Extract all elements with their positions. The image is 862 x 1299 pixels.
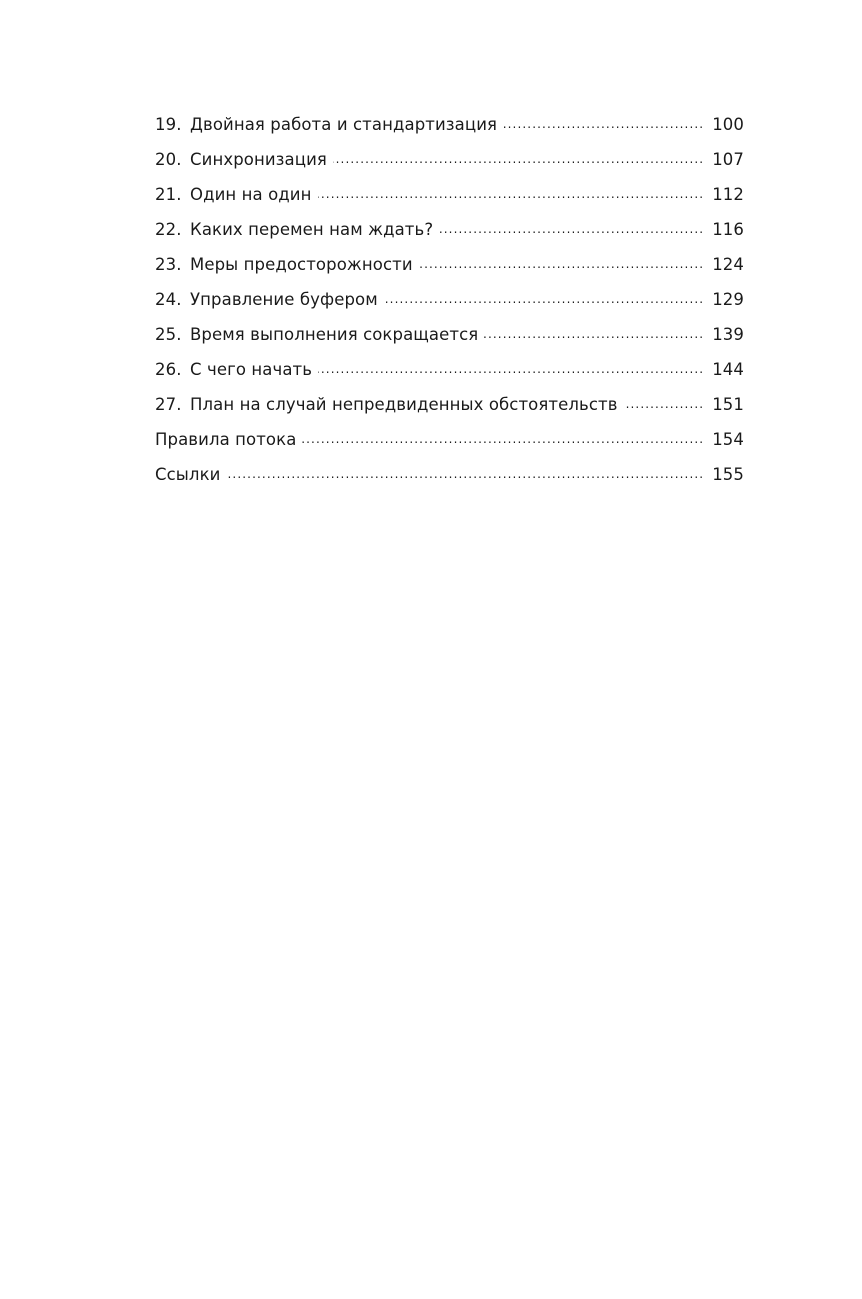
toc-entry-title: Синхронизация [190,149,327,169]
toc-entry-title: План на случай непредвиденных обстоятельств [190,395,618,415]
toc-entry-page: 155 [712,465,744,485]
toc-entry-page: 124 [712,254,744,274]
toc-entry-title: С чего начать [190,360,313,380]
toc-entry[interactable] [155,113,744,148]
toc-entry[interactable] [155,218,744,253]
toc-entry-number: 21. [155,184,182,204]
toc-entry-number: 20. [155,149,182,169]
toc-entry[interactable] [155,183,744,218]
toc-entry[interactable] [155,253,744,288]
toc-entry-number: 27. [155,395,182,415]
dot-leader [419,253,705,270]
toc-entry[interactable] [155,148,744,183]
dot-leader [503,113,704,130]
toc-entry-title: Каких перемен нам ждать? [190,219,434,239]
dot-leader [318,183,705,200]
toc-entry-page: 107 [712,149,744,169]
toc-entry-title: Один на один [190,184,312,204]
toc-entry-page: 116 [712,219,744,239]
toc-entry-number: 26. [155,360,182,380]
dot-leader [484,324,704,341]
toc-entry-number: 25. [155,325,182,345]
dot-leader [226,464,704,481]
toc-entry-title: Правила потока [155,430,297,450]
toc-entry[interactable] [155,324,744,359]
dot-leader [439,218,704,235]
toc-entry-page: 129 [712,289,744,309]
toc-entry[interactable] [155,359,744,394]
dot-leader [384,288,704,305]
toc-entry-page: 100 [712,114,744,134]
toc-entry-page: 154 [712,430,744,450]
toc-entry-title: Управление буфером [190,289,378,309]
dot-leader [624,394,705,411]
toc-entry-page: 151 [712,395,744,415]
toc-entry-title: Ссылки [155,465,221,485]
toc-entry[interactable] [155,288,744,323]
toc-entry[interactable] [155,464,744,499]
dot-leader [318,359,704,376]
toc-entry-title: Время выполнения сокращается [190,325,479,345]
toc-entry-title: Меры предосторожности [190,254,413,274]
dot-leader [333,148,704,165]
toc-entry-title: Двойная работа и стандартизация [190,114,498,134]
toc-entry-number: 23. [155,254,182,274]
toc-entry-page: 139 [712,325,744,345]
toc-entry-page: 112 [712,184,744,204]
toc-entry-number: 22. [155,219,182,239]
toc-entry[interactable] [155,394,744,429]
table-of-contents [155,113,744,499]
toc-entry-number: 19. [155,114,182,134]
toc-entry-page: 144 [712,360,744,380]
toc-entry-number: 24. [155,289,182,309]
dot-leader [302,429,704,446]
toc-entry[interactable] [155,429,744,464]
